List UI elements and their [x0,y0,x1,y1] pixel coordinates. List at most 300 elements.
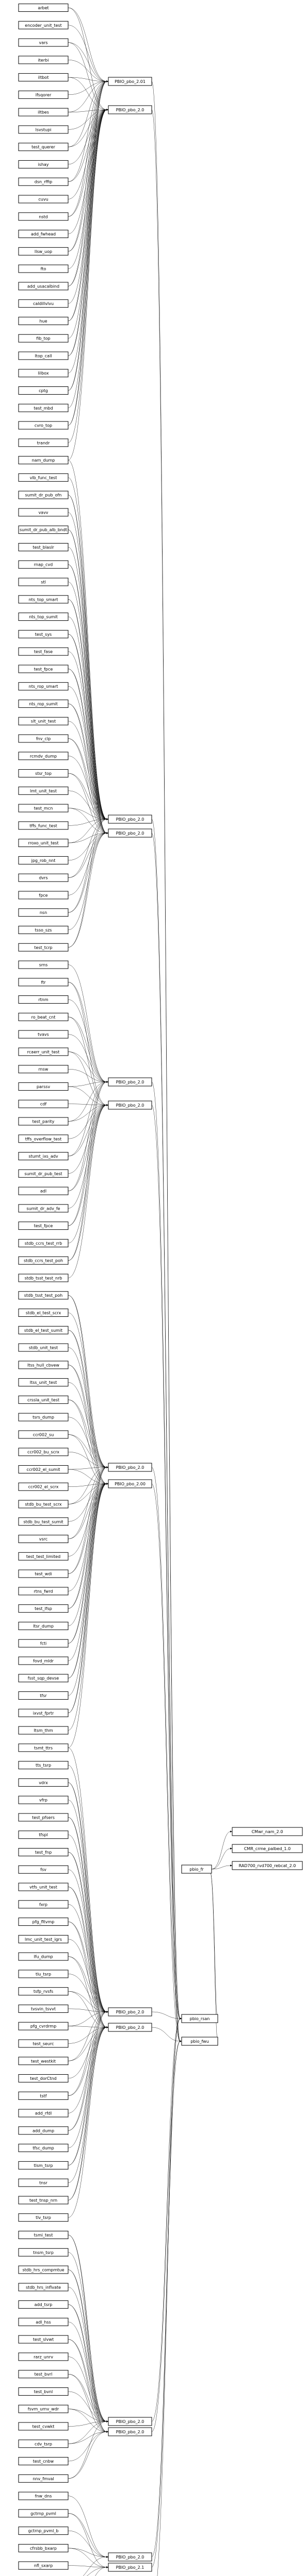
edge-source-68-to-intermediate-4 [68,1082,107,1191]
source-node-32 [19,561,68,568]
source-node-121 [19,2109,68,2117]
source-node-64-label: test_parity [32,1119,55,1124]
source-node-119-label: test_dorCtnd [30,2076,57,2081]
edge-source-58-to-intermediate-4 [68,1017,107,1082]
source-node-82-label: ccr002_su [33,1432,54,1437]
source-node-109-label: fxrp [39,1902,47,1907]
edge-source-124-to-intermediate-9 [68,2027,107,2165]
source-node-77 [19,1344,68,1351]
source-node-43-label: rcmdv_dump [29,754,57,759]
edge-source-19-to-intermediate-1 [68,110,107,338]
edge-source-84-to-intermediate-6 [68,1467,107,1469]
source-node-22 [19,387,68,395]
source-node-72 [19,1257,68,1264]
source-node-107-label: fsv [40,1867,46,1872]
edge-source-128-to-intermediate-11 [68,2235,107,2432]
source-node-105-label: tfspl [39,1833,48,1838]
edge-source-97-to-intermediate-7 [68,1484,107,1696]
source-node-58 [19,1013,68,1021]
source-node-144-label: gctrnp_pvml [30,2511,56,2516]
source-node-97-label: tfsr [40,1693,47,1699]
source-node-65 [19,1135,68,1143]
edge-intermediate-3-to-aggregator-1 [152,833,180,2041]
source-node-118-label: test_westkit [30,2059,56,2064]
source-node-76 [19,1326,68,1334]
source-node-136 [19,2370,68,2378]
source-node-20 [19,352,68,360]
source-node-135 [19,2353,68,2361]
edge-source-24-to-intermediate-0 [68,81,107,426]
source-node-46 [19,804,68,812]
intermediate-node-3 [108,829,152,837]
source-node-51-label: fpce [39,893,48,898]
hub-node [182,1865,212,1873]
source-node-30-label: sumit_dr_pub_alb_bndt [20,528,67,533]
edge-intermediate-5-to-aggregator-1 [152,1105,180,2041]
source-node-91-label: rtns_fwrd [34,1589,53,1594]
source-node-140-label: cdv_tsrp [35,2442,52,2447]
source-node-67 [19,1170,68,1177]
source-node-127-label: tlv_tsrp [36,2215,51,2221]
source-node-36 [19,630,68,638]
source-node-113-label: tlu_tsrp [35,1972,52,1977]
source-node-24 [19,421,68,429]
source-node-11 [19,195,68,203]
intermediate-node-7 [108,1480,152,1488]
edge-source-52-to-intermediate-3 [68,833,107,912]
intermediate-node-7-label: PBIO_pbo_2.00 [115,1482,146,1486]
edge-source-142-to-intermediate-11-arrowhead [106,2431,108,2433]
source-node-66-label: stumt_ixs_adv [28,1154,58,1159]
source-node-53 [19,926,68,934]
source-node-113 [19,1970,68,1978]
source-node-84-label: ccr002_el_sumit [26,1467,60,1472]
source-node-34-label: nts_top_smart [28,597,58,602]
edge-source-126-to-intermediate-9 [68,2027,107,2200]
source-node-84 [19,1465,68,1473]
source-node-58-label: ro_beat_cnt [31,1014,56,1020]
source-node-125-label: tnsr [39,2180,47,2185]
source-node-124 [19,2161,68,2169]
source-node-52-label: nsn [39,910,47,916]
source-node-41 [19,717,68,725]
edge-source-110-to-intermediate-9 [68,1922,107,2027]
source-node-73-label: stdb_tsst_test_nrb [24,1276,62,1281]
source-node-45-label: lmt_unit_test [29,788,57,793]
edge-source-116-to-intermediate-9 [68,2026,107,2027]
edge-source-58-to-intermediate-5 [68,1017,107,1105]
source-node-1-label: encoder_unit_test [25,23,62,28]
source-node-47 [19,822,68,829]
source-node-129-label: tnsm_tsrp [33,2250,54,2255]
intermediate-node-13 [108,2563,152,2571]
source-node-115 [19,2005,68,2012]
edge-source-48-to-intermediate-3 [68,833,107,843]
source-node-106 [19,1848,68,1856]
source-node-110 [19,1918,68,1926]
source-node-28 [19,491,68,499]
source-node-115-label: tvsvin_tsvvt [31,2006,56,2011]
edge-source-76-to-intermediate-6 [68,1330,107,1467]
source-node-101 [19,1761,68,1769]
intermediate-node-5-label: PBIO_pbo_2.0 [116,1103,144,1108]
source-node-75-label: stdb_el_test_scrx [25,1311,61,1315]
source-node-1 [19,21,68,29]
source-node-146 [19,2544,68,2552]
source-node-6-label: iltbes [38,110,49,115]
source-node-139 [19,2422,68,2430]
source-node-140 [19,2440,68,2448]
source-node-2-label: vars [39,40,48,45]
source-node-47-label: tffs_func_test [29,823,57,828]
edge-source-56-to-intermediate-4 [68,982,107,1082]
source-node-13-label: add_fwhead [30,232,56,237]
edge-source-3-to-intermediate-0 [68,60,107,81]
edge-source-1-to-intermediate-0 [68,25,107,81]
source-node-6 [19,108,68,116]
edge-source-2-to-intermediate-0 [68,43,107,81]
edge-source-50-to-intermediate-3 [68,833,107,878]
edge-source-69-to-intermediate-5 [68,1105,107,1208]
source-node-123 [19,2144,68,2152]
source-node-83-label: ccr002_bu_scrx [27,1450,59,1455]
source-node-138 [19,2405,68,2413]
edge-hub-to-target-0-arrowhead [230,1831,232,1833]
intermediate-node-11-label: PBIO_pbo_2.0 [116,2430,144,2434]
source-node-23-label: test_mbd [34,405,53,411]
intermediate-node-2-label: PBIO_pbo_2.0 [116,817,144,822]
source-node-102 [19,1778,68,1786]
source-node-27 [19,473,68,481]
source-node-96-label: fsst_sqp_devse [27,1676,59,1681]
source-node-85 [19,1483,68,1490]
source-node-100 [19,1744,68,1752]
edge-source-117-to-intermediate-9 [68,2027,107,2043]
edge-source-109-to-intermediate-8 [68,1904,107,2012]
edge-source-142-to-intermediate-10-arrowhead [106,2420,108,2422]
source-node-56 [19,978,68,986]
source-node-10-label: dsn_rffip [34,179,53,184]
source-node-61-label: rnsw [38,1067,49,1072]
edge-source-101-to-intermediate-8 [68,1765,107,2012]
source-node-79 [19,1379,68,1386]
source-node-141 [19,2458,68,2465]
edge-source-108-to-intermediate-8 [68,1887,107,2012]
source-node-17 [19,300,68,308]
source-node-21 [19,369,68,377]
aggregator-node-0-label: pbio_rsan [189,2016,210,2021]
source-node-143 [19,2492,68,2500]
source-node-52 [19,909,68,917]
source-node-116-label: pfg_cvrdrmp [30,2024,57,2029]
source-node-39 [19,683,68,690]
source-node-130 [19,2266,68,2274]
source-node-137 [19,2387,68,2395]
source-node-11-label: cuvu [38,197,49,202]
edge-source-98-to-intermediate-6 [68,1467,107,1713]
intermediate-node-0-label: PBIO_pbo_2.01 [115,79,146,84]
source-node-19-label: fib_top [36,336,51,341]
source-node-136-label: test_bvrl [34,2372,53,2377]
source-node-71 [19,1239,68,1247]
source-node-114 [19,1988,68,1995]
edge-source-40-to-intermediate-3 [68,704,107,833]
source-node-61 [19,1065,68,1073]
edge-source-134-to-intermediate-11 [68,2340,107,2432]
source-node-7-label: lsvstupi [35,127,52,132]
edge-source-99-to-intermediate-7 [68,1484,107,1731]
edge-source-18-to-intermediate-1 [68,110,107,321]
source-node-147-label: nfl_sxarp [34,2563,53,2568]
edge-source-102-to-intermediate-9 [68,1783,107,2027]
source-node-34 [19,596,68,603]
edge-source-95-to-intermediate-7 [68,1484,107,1660]
source-node-76-label: stdb_el_test_sumit [24,1328,63,1333]
source-node-50-label: dvrs [39,875,48,880]
source-node-108 [19,1883,68,1891]
edge-source-55-to-intermediate-4 [68,965,107,1082]
source-node-15-label: fto [40,266,46,272]
edge-hub-to-target-2-arrowhead [230,1865,232,1867]
edge-source-96-to-intermediate-6 [68,1467,107,1678]
edge-source-106-to-intermediate-8 [68,1852,107,2012]
source-node-139-label: test_cvwkt [32,2424,55,2429]
source-node-131 [19,2283,68,2291]
source-node-5 [19,91,68,98]
source-node-132 [19,2301,68,2309]
source-node-87 [19,1518,68,1526]
edge-source-104-to-intermediate-9 [68,1817,107,2027]
edge-intermediate-8-to-aggregator-0 [152,2012,180,2019]
edge-intermediate-12-to-aggregator-0 [152,2019,180,2557]
source-node-54 [19,943,68,951]
intermediate-node-12 [108,2553,152,2561]
source-node-83 [19,1448,68,1456]
nodes-layer [19,4,302,2576]
source-node-117-label: test_seurc [33,2041,54,2046]
source-node-37-label: test_fase [34,649,53,654]
source-node-20-label: ltop_call [35,353,52,359]
source-node-49-label: jpg_rob_nnt [31,858,56,863]
target-node-2 [232,1861,302,1870]
source-node-33 [19,578,68,586]
source-node-141-label: test_cnbw [33,2459,54,2464]
source-node-142 [19,2475,68,2482]
source-node-79-label: ltss_unit_test [29,1380,57,1385]
source-node-78-label: ltss_hull_cbvew [27,1363,59,1368]
edge-hub-to-target-1-arrowhead [230,1848,232,1850]
source-node-42 [19,735,68,742]
source-node-26-label: nam_dump [31,458,55,463]
source-node-16-label: add_usacalbind [27,284,60,289]
edge-source-94-to-intermediate-7 [68,1484,107,1643]
source-node-138-label: fsvm_urnv_wdr [27,2406,59,2412]
intermediate-node-3-label: PBIO_pbo_2.0 [116,831,144,836]
source-node-89 [19,1552,68,1560]
edge-source-72-to-intermediate-4-arrowhead [106,1081,108,1083]
source-node-104 [19,1814,68,1821]
source-node-28-label: sumit_dr_pub_ofn [25,493,62,498]
source-node-103-label: vfrp [39,1798,47,1803]
target-node-0 [232,1827,302,1836]
edge-source-6-to-intermediate-0 [68,81,107,112]
source-node-60 [19,1048,68,1056]
edge-source-75-to-intermediate-6 [68,1313,107,1467]
edge-source-144-to-intermediate-13 [68,2513,107,2567]
edge-source-134-to-intermediate-10 [68,2340,107,2421]
source-node-7 [19,126,68,133]
source-node-105 [19,1831,68,1839]
source-node-72-label: stdb_ccrs_test_poh [23,1258,63,1263]
edge-source-60-to-intermediate-5 [68,1052,107,1105]
edge-source-146-to-intermediate-13 [68,2548,107,2567]
source-node-36-label: test_sys [35,632,52,637]
source-node-78 [19,1361,68,1369]
edge-source-77-to-intermediate-6 [68,1348,107,1467]
source-node-111-label: lmc_unit_test_igrs [24,1937,62,1942]
source-node-12 [19,213,68,221]
edge-source-80-to-intermediate-7 [68,1400,107,1484]
source-node-2 [19,39,68,46]
edge-source-133-to-intermediate-10 [68,2322,107,2421]
intermediate-node-10 [108,2417,152,2426]
source-node-64 [19,1117,68,1125]
edge-source-150-to-intermediate-13-arrowhead [106,2566,108,2568]
source-node-127 [19,2214,68,2222]
source-node-123-label: tfsc_dump [33,2146,54,2151]
source-node-98 [19,1709,68,1717]
source-node-37 [19,648,68,655]
source-node-19 [19,334,68,342]
source-node-40 [19,700,68,707]
source-node-112-label: lfu_dump [34,1954,53,1959]
source-node-107 [19,1866,68,1873]
edge-source-80-to-intermediate-6 [68,1400,107,1467]
source-node-42-label: fnv_clp [36,736,51,741]
source-node-129 [19,2248,68,2256]
source-node-142-label: nnv_fmval [33,2476,54,2481]
source-node-44-label: stsr_top [35,771,52,776]
source-node-128-label: tsmi_test [34,2232,53,2238]
edge-intermediate-7-to-aggregator-1 [152,1484,180,2041]
source-node-26 [19,456,68,464]
source-node-60-label: rcaerr_unit_test [27,1049,60,1055]
source-node-44 [19,770,68,777]
source-node-122 [19,2127,68,2134]
edge-source-83-to-intermediate-6 [68,1452,107,1467]
source-node-63 [19,1100,68,1108]
source-node-59 [19,1030,68,1038]
source-node-70-label: test_fpce [34,1224,53,1229]
intermediate-node-2 [108,815,152,823]
intermediate-node-11 [108,2428,152,2436]
source-node-124-label: tlsm_tsrp [34,2163,53,2168]
source-node-15 [19,265,68,273]
edge-source-103-to-intermediate-8 [68,1800,107,2012]
edge-source-74-to-intermediate-7 [68,1295,107,1484]
source-node-135-label: rarz_unrv [34,2354,53,2360]
edge-source-123-to-intermediate-9 [68,2027,107,2148]
source-node-85-label: ccr002_el_scrx [28,1484,59,1489]
source-node-43 [19,752,68,760]
source-node-35 [19,613,68,621]
hub-node-label: pbio_fr [189,1867,204,1872]
edge-source-142-to-intermediate-10 [68,2421,107,2479]
edge-source-150-to-intermediate-13 [68,2567,107,2576]
source-node-116 [19,2022,68,2030]
edge-hub-to-target-1 [212,1849,231,1869]
source-node-22-label: cptg [39,388,48,394]
source-node-4-label: iltbot [38,75,49,80]
source-node-92 [19,1605,68,1613]
edge-source-91-to-intermediate-7 [68,1484,107,1591]
edge-source-62-to-intermediate-4 [68,1082,107,1087]
source-node-21-label: lilbox [38,371,49,376]
edge-source-49-to-intermediate-3 [68,833,107,860]
intermediate-node-5 [108,1101,152,1109]
source-node-120-label: tstf [40,2093,47,2098]
source-node-77-label: stdb_unit_test [28,1345,58,1350]
source-node-119 [19,2075,68,2082]
edge-source-62-to-intermediate-5 [68,1087,107,1105]
source-node-82 [19,1431,68,1438]
edge-source-100-to-intermediate-7-arrowhead [106,1483,108,1485]
edge-source-126-to-intermediate-8 [68,2012,107,2200]
source-node-97 [19,1692,68,1700]
edge-source-54-to-intermediate-3-arrowhead [106,832,108,834]
source-node-99-label: ltsm_thm [34,1728,53,1733]
source-node-112 [19,1953,68,1960]
source-node-132-label: add_tsrp [34,2302,53,2308]
source-node-108-label: vtfs_unit_test [29,1885,57,1890]
edge-source-145-to-intermediate-12 [68,2531,107,2557]
edge-source-144-to-intermediate-12 [68,2513,107,2557]
source-node-49 [19,856,68,864]
intermediate-node-9-label: PBIO_pbo_2.0 [116,2025,144,2030]
source-node-95-label: fovd_mldr [33,1658,54,1664]
edge-source-26-to-intermediate-1-arrowhead [106,109,108,111]
source-node-98-label: ixvst_fprtr [33,1710,54,1716]
source-node-103 [19,1796,68,1804]
source-node-9-label: ishay [38,162,49,167]
edge-source-126-to-intermediate-8-arrowhead [106,2011,108,2013]
source-node-147 [19,2562,68,2569]
intermediate-node-6-label: PBIO_pbo_2.0 [116,1465,144,1470]
edge-source-12-to-intermediate-1 [68,110,107,216]
source-node-144 [19,2510,68,2517]
source-node-96 [19,1674,68,1682]
edge-intermediate-10-to-aggregator-0 [152,2019,180,2421]
edge-source-20-to-intermediate-1 [68,110,107,355]
source-node-128 [19,2231,68,2239]
source-node-31-label: test_blaslr [33,545,54,550]
edge-source-24-to-intermediate-0-arrowhead [106,80,108,82]
source-node-24-label: cvro_top [34,423,53,428]
intermediate-node-12-label: PBIO_pbo_2.0 [116,2555,144,2560]
source-node-35-label: nts_top_sumit [29,615,58,620]
source-node-10 [19,178,68,185]
source-node-4 [19,74,68,81]
edge-source-98-to-intermediate-6-arrowhead [106,1466,108,1468]
source-node-88 [19,1535,68,1543]
edges-layer [68,8,232,2576]
source-node-8-label: test_querer [31,145,55,150]
edge-source-73-to-intermediate-5 [68,1105,107,1278]
source-node-93 [19,1622,68,1630]
edge-source-56-to-intermediate-5 [68,982,107,1105]
edge-source-140-to-intermediate-10 [68,2421,107,2444]
source-node-74 [19,1292,68,1299]
